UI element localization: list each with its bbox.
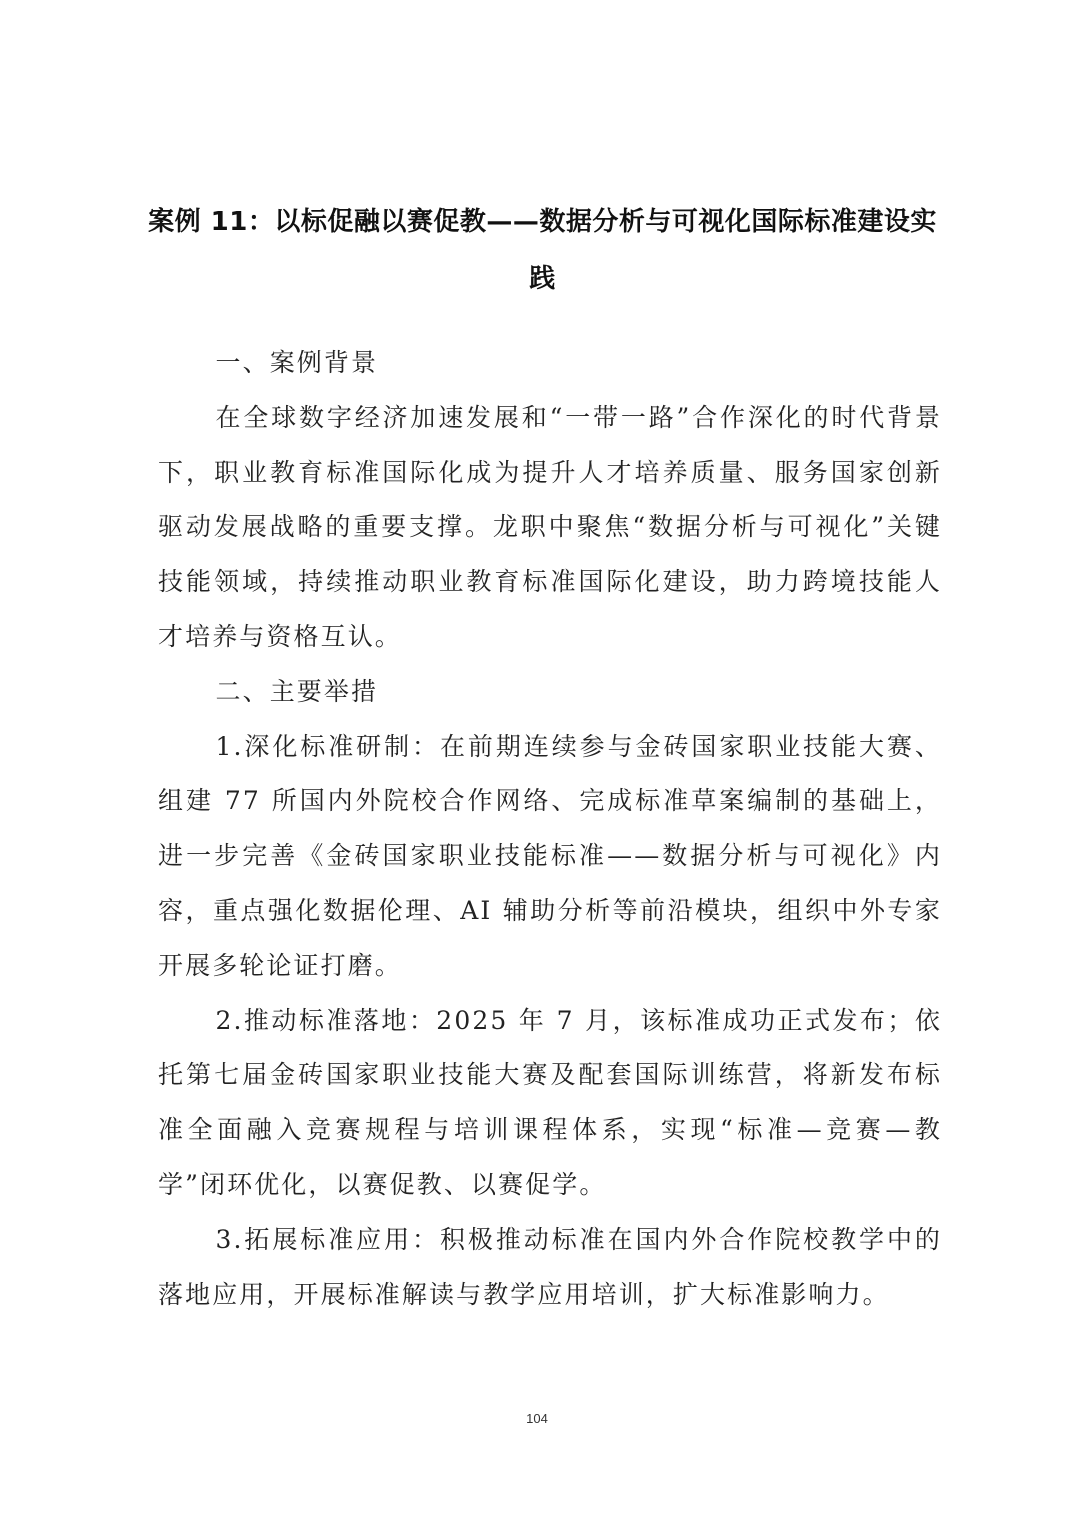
page-title: 案例 11：以标促融以赛促教——数据分析与可视化国际标准建设实践 <box>148 207 937 294</box>
section-heading-measures: 二、主要举措 <box>215 676 379 706</box>
document-body <box>158 336 942 1322</box>
section-heading-background: 一、案例背景 <box>215 348 379 377</box>
measure-paragraph-3: 3.拓展标准应用：积极推动标准在国内外合作院校教学中的落地应用，开展标准解读与教学应用培训，扩大标准影响力。 <box>158 1224 942 1309</box>
measure-paragraph-2: 2.推动标准落地：2025 年 7 月，该标准成功正式发布；依托第七届金砖国家职业技能大赛及配套国际训练营，将新发布标准全面融入竞赛规程与培训课程体系，实现“标准—竞赛—教学”闭环优化，以赛促教、以赛促学。 <box>158 1005 942 1199</box>
measure-paragraph-1: 1.深化标准研制：在前期连续参与金砖国家职业技能大赛、组建 77 所国内外院校合作网络、完成标准草案编制的基础上，进一步完善《金砖国家职业技能标准——数据分析与可视化》内容，重点强化数据伦理、AI 辅助分析等前沿模块，组织中外专家开展多轮论证打磨。 <box>158 731 942 980</box>
page-number: 104 <box>526 1411 548 1426</box>
background-paragraph: 在全球数字经济加速发展和“一带一路”合作深化的时代背景下，职业教育标准国际化成为提升人才培养质量、服务国家创新驱动发展战略的重要支撑。龙职中聚焦“数据分析与可视化”关键技能领域，持续推动职业教育标准国际化建设，助力跨境技能人才培养与资格互认。 <box>158 402 942 651</box>
